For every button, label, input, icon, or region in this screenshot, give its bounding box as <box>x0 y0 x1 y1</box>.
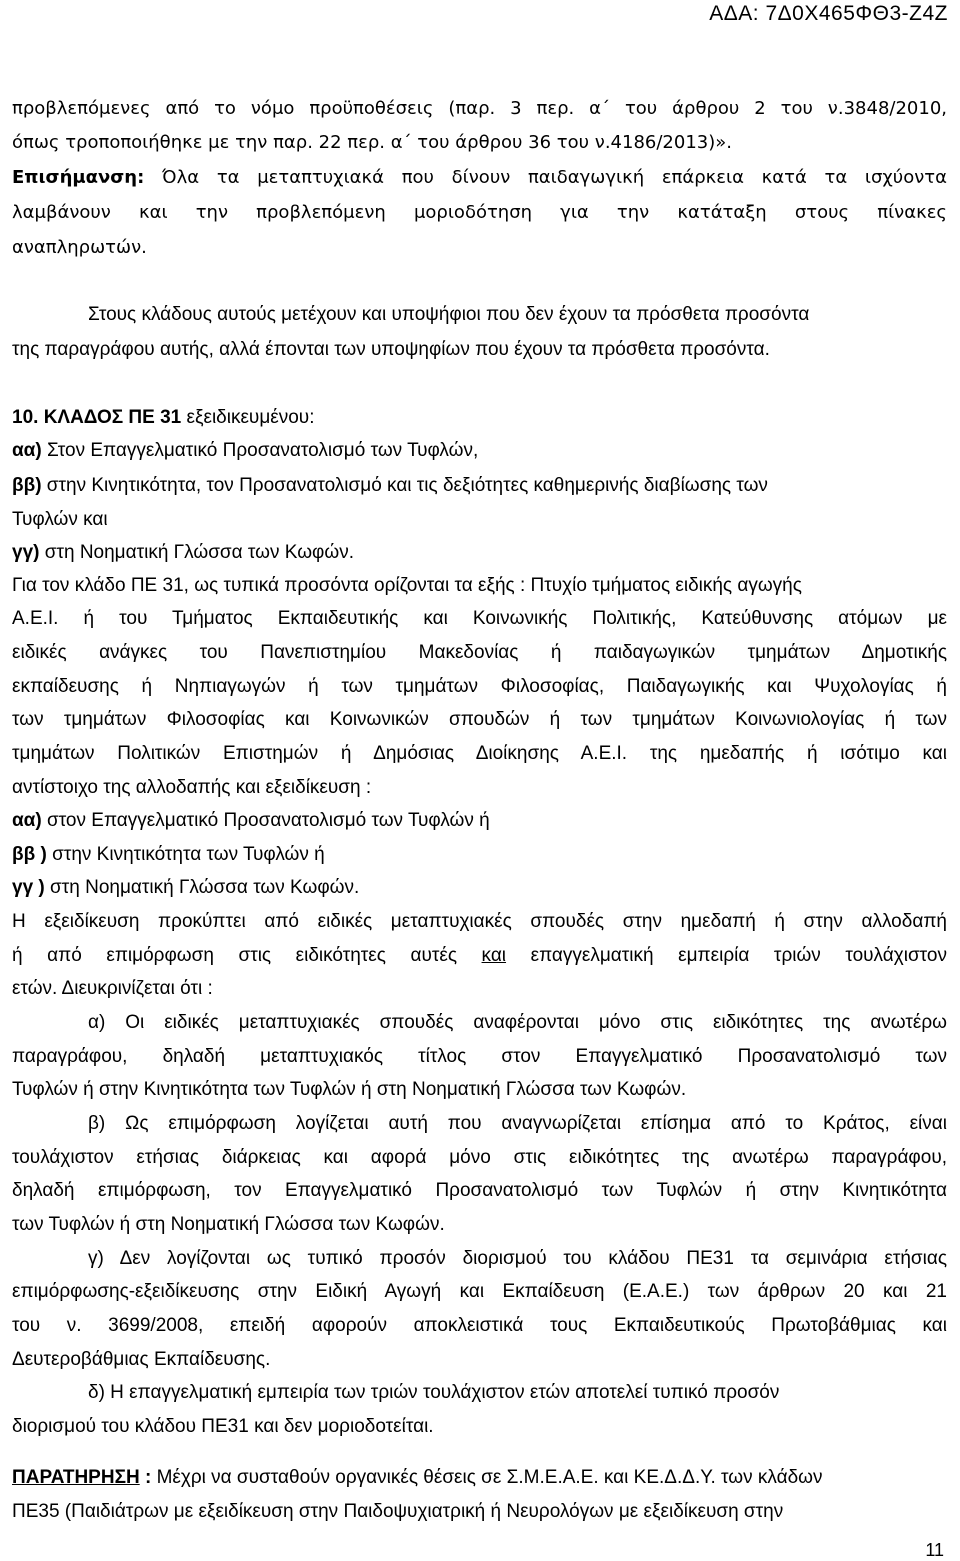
clarification-a-line-2: παραγράφου, δηλαδή μεταπτυχιακός τίτλος στον Επαγγελματικό Προσανατολισμό των <box>12 1046 947 1067</box>
clarification-a-line-3: Τυφλών ή στην Κινητικότητα των Τυφλών ή στη Νοηματική Γλώσσα των Κωφών. <box>12 1079 687 1100</box>
p1-line-4: λαμβάνουν και την προβλεπόμενη μοριοδότηση για την κατάταξη στους πίνακες <box>12 202 947 223</box>
qualifications-line-5: των τμημάτων Φιλοσοφίας και Κοινωνικών σπουδών ή των τμημάτων Κοινωνιολογίας ή των <box>12 709 947 730</box>
p1-line-1: προβλεπόμενες από το νόμο προϋποθέσεις (παρ. 3 περ. α΄ του άρθρου 2 του ν.3848/2010, <box>12 98 947 119</box>
clarification-b-line-2: τουλάχιστον ετήσιας διάρκειας και αφορά μόνο στις ειδικότητες της ανωτέρω παραγράφου, <box>12 1147 947 1168</box>
clarification-c-line-3: του ν. 3699/2008, επειδή αφορούν αποκλειστικά τους Εκπαιδευτικούς Πρωτοβάθμιας και <box>12 1315 947 1336</box>
clarification-c-line-4: Δευτεροβάθμιας Εκπαίδευσης. <box>12 1349 271 1370</box>
p2-line-2: της παραγράφου αυτής, αλλά έπονται των υποψηφίων που έχουν τα πρόσθετα προσόντα. <box>12 339 770 360</box>
specialization-note-line-2: ή από επιμόρφωση στις ειδικότητες αυτές και επαγγελματική εμπειρία τριών τουλάχιστον <box>12 945 947 966</box>
remark-line-2: ΠΕ35 (Παιδιάτρων με εξειδίκευση στην Παιδοψυχιατρική ή Νευρολόγων με εξειδίκευση στην <box>12 1501 784 1522</box>
p2-line-1: Στους κλάδους αυτούς μετέχουν και υποψήφιοι που δεν έχουν τα πρόσθετα προσόντα <box>88 304 810 325</box>
clarification-d-line-2: διορισμού του κλάδου ΠΕ31 και δεν μοριοδοτείται. <box>12 1416 434 1437</box>
qualifications-line-3: ειδικές ανάγκες του Πανεπιστημίου Μακεδονίας ή παιδαγωγικών τμημάτων Δημοτικής <box>12 642 947 663</box>
section-heading: 10. ΚΛΑΔΟΣ ΠΕ 31 εξειδικευμένου: <box>12 407 315 428</box>
remark-line-1: ΠΑΡΑΤΗΡΗΣΗ : Μέχρι να συσταθούν οργανικές θέσεις σε Σ.Μ.Ε.Α.Ε. και ΚΕ.Δ.Δ.Υ. των κλάδων <box>12 1467 823 1488</box>
emphasis-label: Επισήμανση: <box>12 167 145 188</box>
specialization-note-line-1: Η εξειδίκευση προκύπτει από ειδικές μεταπτυχιακές σπουδές στην ημεδαπή ή στην αλλοδαπή <box>12 911 947 932</box>
specialization-bb: ββ) στην Κινητικότητα, τον Προσανατολισμό και τις δεξιότητες καθημερινής διαβίωσης των <box>12 475 768 496</box>
remark-label: ΠΑΡΑΤΗΡΗΣΗ <box>12 1467 140 1488</box>
clarification-a-line-1: α) Οι ειδικές μεταπτυχιακές σπουδές αναφέρονται μόνο στις ειδικότητες της ανωτέρω <box>88 1012 947 1033</box>
clarification-c-line-2: επιμόρφωσης-εξειδίκευσης στην Ειδική Αγωγή και Εκπαίδευση (Ε.Α.Ε.) των άρθρων 20 και 21 <box>12 1281 947 1302</box>
qualifications-line-4: εκπαίδευσης ή Νηπιαγωγών ή των τμημάτων Φιλοσοφίας, Παιδαγωγικής και Ψυχολογίας ή <box>12 676 947 697</box>
p1-line-5: αναπληρωτών. <box>12 237 147 258</box>
specialization-note-line-3: ετών. Διευκρινίζεται ότι : <box>12 978 213 999</box>
clarification-b-line-3: δηλαδή επιμόρφωση, τον Επαγγελματικό Προσανατολισμό των Τυφλών ή στην Κινητικότητα <box>12 1180 947 1201</box>
specialization-aa: αα) Στον Επαγγελματικό Προσανατολισμό των Τυφλών, <box>12 440 479 461</box>
specialization-bb-cont: Τυφλών και <box>12 509 108 530</box>
specialization-2-aa: αα) στον Επαγγελματικό Προσανατολισμό των Τυφλών ή <box>12 810 490 831</box>
clarification-c-line-1: γ) Δεν λογίζονται ως τυπικό προσόν διορισμού του κλάδου ΠΕ31 τα σεμινάρια ετήσιας <box>88 1248 947 1269</box>
clarification-b-line-1: β) Ως επιμόρφωση λογίζεται αυτή που αναγνωρίζεται επίσημα από το Κράτος, είναι <box>88 1113 947 1134</box>
specialization-2-gg: γγ ) στη Νοηματική Γλώσσα των Κωφών. <box>12 877 360 898</box>
specialization-2-bb: ββ ) στην Κινητικότητα των Τυφλών ή <box>12 844 325 865</box>
clarification-b-line-4: των Τυφλών ή στη Νοηματική Γλώσσα των Κωφών. <box>12 1214 445 1235</box>
qualifications-line-2: Α.Ε.Ι. ή του Τμήματος Εκπαιδευτικής και Κοινωνικής Πολιτικής, Κατεύθυνσης ατόμων με <box>12 608 947 629</box>
p1-line-3: Επισήμανση: Όλα τα μεταπτυχιακά που δίνουν παιδαγωγική επάρκεια κατά τα ισχύοντα <box>12 167 947 188</box>
clarification-d-line-1: δ) Η επαγγελματική εμπειρία των τριών τουλάχιστον ετών αποτελεί τυπικό προσόν <box>88 1382 780 1403</box>
qualifications-line-7: αντίστοιχο της αλλοδαπής και εξειδίκευση : <box>12 777 372 798</box>
document-code: ΑΔΑ: 7Δ0Χ465ΦΘ3-Ζ4Ζ <box>709 2 948 25</box>
page-number: 11 <box>925 1540 944 1560</box>
qualifications-line-6: τμημάτων Πολιτικών Επιστημών ή Δημόσιας Διοίκησης Α.Ε.Ι. της ημεδαπής ή ισότιμο και <box>12 743 947 764</box>
specialization-gg: γγ) στη Νοηματική Γλώσσα των Κωφών. <box>12 542 354 563</box>
qualifications-line-1: Για τον κλάδο ΠΕ 31, ως τυπικά προσόντα ορίζονται τα εξής : Πτυχίο τμήματος ειδικής αγωγής <box>12 575 802 596</box>
p1-line-2: όπως τροποποιήθηκε με την παρ. 22 περ. α΄ του άρθρου 36 του ν.4186/2013)». <box>12 132 732 153</box>
